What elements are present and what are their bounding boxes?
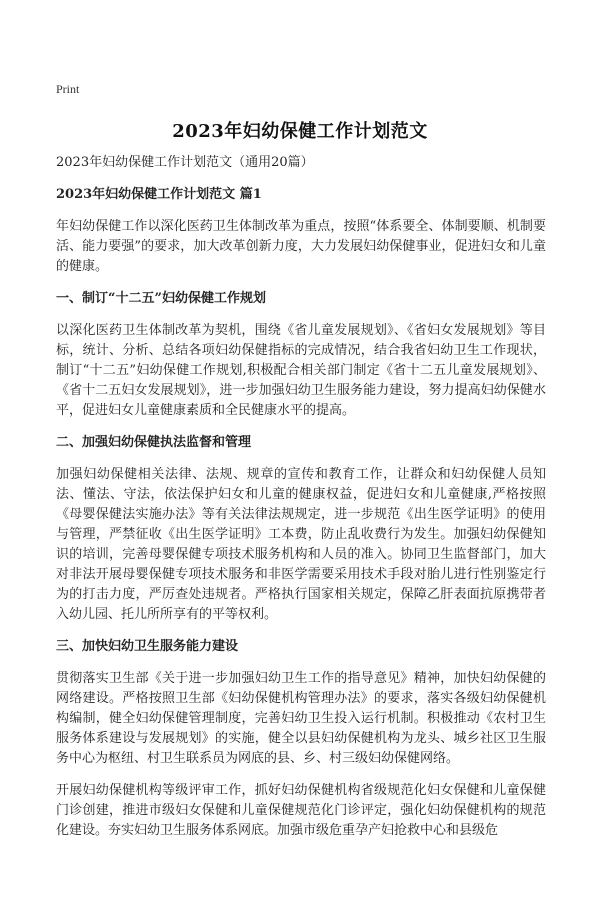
section-paragraph: 以深化医药卫生体制改革为契机，围绕《省儿童发展规划》、《省妇女发展规划》等目标，统计、分析、总结各项妇幼保健指标的完成情况，结合我省妇幼卫生工作现状，制订“十二五”妇幼保健工作规划,积极配合相关部门制定《省十二五儿童发展规划》、《省十二五妇女发展规划》，进一步加强妇幼卫生服务能力建设，努力提高妇幼保健水平，促进妇女儿童健康素质和全民健康水平的提高。 xyxy=(56,323,546,418)
section-heading: 一、制订“十二五”妇幼保健工作规划 xyxy=(56,291,266,306)
document-title: 2023年妇幼保健工作计划范文 xyxy=(172,121,428,142)
article-heading: 2023年妇幼保健工作计划范文 篇1 xyxy=(56,187,262,202)
document-body xyxy=(56,153,546,853)
section-supervision xyxy=(56,433,546,625)
section-heading: 三、加快妇幼卫生服务能力建设 xyxy=(56,639,239,654)
section-paragraph: 开展妇幼保健机构等级评审工作，抓好妇幼保健机构省级规范化妇女保健和儿童保健门诊创建，推进市级妇女保健和儿童保健规范化门诊评定，强化妇幼保健机构的规范化建设。夯实妇幼卫生服务体系网底。加强市级危重孕产妇抢救中心和县级危 xyxy=(56,783,546,838)
print-label: Print xyxy=(56,82,80,96)
section-heading: 二、加强妇幼保健执法监督和管理 xyxy=(56,435,252,450)
document-subtitle: 2023年妇幼保健工作计划范文（通用20篇） xyxy=(56,155,314,170)
section-planning xyxy=(56,289,546,421)
section-capacity xyxy=(56,637,546,841)
section-paragraph: 贯彻落实卫生部《关于进一步加强妇幼卫生工作的指导意见》精神，加快妇幼保健的网络建设。严格按照卫生部《妇幼保健机构管理办法》的要求，落实各级妇幼保健机构编制，健全妇幼保健管理制度，完善妇幼卫生投入运行机制。积极推动《农村卫生服务体系建设与发展规划》的实施，健全以县妇幼保健机构为龙头、城乡社区卫生服务中心为枢纽、村卫生联系员为网底的县、乡、村三级妇幼保健网络。 xyxy=(56,671,546,766)
section-paragraph: 加强妇幼保健相关法律、法规、规章的宣传和教育工作，让群众和妇幼保健人员知法、懂法、守法，依法保护妇女和儿童的健康权益，促进妇女和儿童健康,严格按照《母婴保健法实施办法》等有关法律法规规定，进一步规范《出生医学证明》的使用与管理，严禁征收《出生医学证明》工本费，防止乱收费行为发生。加强妇幼保健知识的培训，完善母婴保健专项技术服务机构和人员的准入。协同卫生监督部门，加大对非法开展母婴保健专项技术服务和非医学需要采用技术手段对胎儿进行性别鉴定行为的打击力度，严厉查处违规者。严格执行国家相关规定，保障乙肝表面抗原携带者入幼儿园、托儿所所享有的平等权利。 xyxy=(56,467,546,622)
intro-paragraph: 年妇幼保健工作以深化医药卫生体制改革为重点，按照“体系要全、体制要顺、机制要活、能力要强”的要求，加大改革创新力度，大力发展妇幼保健事业，促进妇女和儿童的健康。 xyxy=(56,219,546,274)
